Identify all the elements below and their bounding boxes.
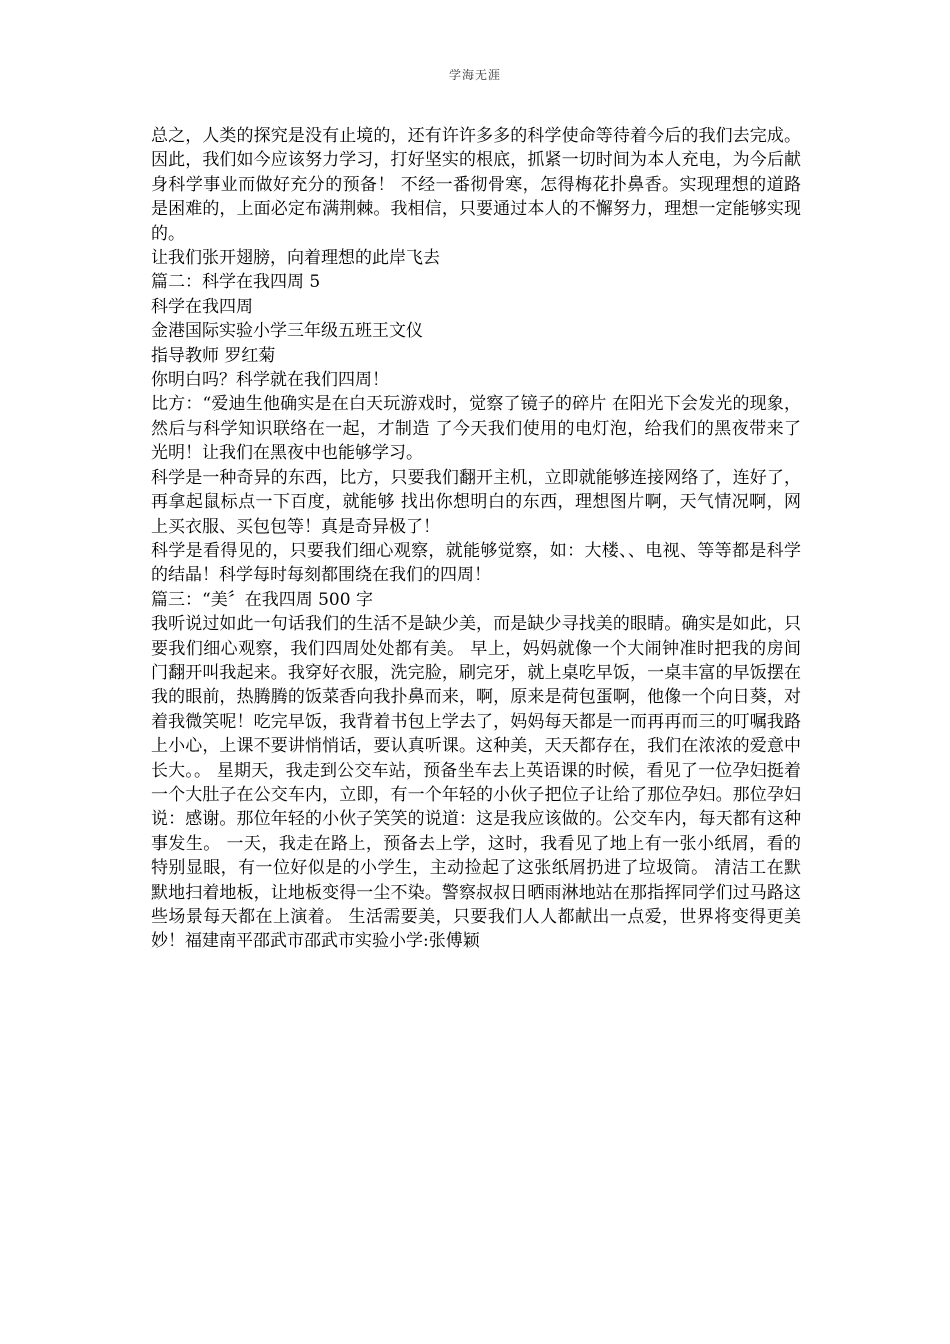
paragraph-internet: 科学是一种奇异的东西，比方，只要我们翻开主机，立即就能够连接网络了，连好了，再拿起鼠标点一下百度，就能够 找出你想明白的东西，理想图片啊，天气情况啊，网上买衣服、买包包等！真是奇异极了！ xyxy=(151,467,801,537)
essay-title: 科学在我四周 xyxy=(151,296,253,317)
essay-author: 金港国际实验小学三年级五班王文仪 xyxy=(151,321,423,342)
document-body xyxy=(151,124,801,954)
paragraph-conclusion: 总之，人类的探究是没有止境的，还有许许多多的科学使命等待着今后的我们去完成。因此，我们如今应该努力学习，打好坚实的根底，抓紧一切时间为本人充电，为今后献身科学事业而做好充分的预备！ 不经一番彻骨寒，怎得梅花扑鼻香。实现理想的道路是困难的，上面必定布满荆棘。我相信，只要通过本人的不懈努力，理想一定能够实现的。 xyxy=(151,126,801,244)
page-header: 学海无涯 xyxy=(448,68,501,82)
paragraph-beauty-essay: 我听说过如此一句话我们的生活不是缺少美，而是缺少寻找美的眼睛。确实是如此，只要我们细心观察，我们四周处处都有美。 早上，妈妈就像一个大闹钟准时把我的房间门翻开叫我起来。我穿好衣服，洗完脸，刷完牙，就上桌吃早饭，一桌丰富的早饭摆在我的眼前，热腾腾的饭菜香向我扑鼻而来，啊，原来是荷包蛋啊，他像一个向日葵，对着我微笑呢！吃完早饭，我背着书包上学去了，妈妈每天都是一而再再而三的叮嘱我路上小心，上课不要讲悄悄话，要认真听课。这种美，天天都存在，我们在浓浓的爱意中长大。。 星期天，我走到公交车站，预备坐车去上英语课的时候，看见了一位孕妇挺着一个大肚子在公交车内，立即，有一个年轻的小伙子把位子让给了那位孕妇。那位孕妇说：感谢。那位年轻的小伙子笑笑的说道：这是我应该做的。公交车内，每天都有这种事发生。 一天，我走在路上，预备去上学，这时，我看见了地上有一张小纸屑，看的特别显眼，有一位好似是的小学生，主动捡起了这张纸屑扔进了垃圾筒。 清洁工在默默地扫着地板，让地板变得一尘不染。警察叔叔日晒雨淋地站在那指挥同学们过马路这些场景每天都在上演着。 生活需要美，只要我们人人都献出一点爱，世界将变得更美妙！福建南平邵武市邵武市实验小学:张傅颖 xyxy=(151,614,801,952)
paragraph-intro-question: 你明白吗？科学就在我们四周！ xyxy=(151,370,389,391)
paragraph-closing-line: 让我们张开翅膀，向着理想的此岸飞去 xyxy=(151,248,440,269)
essay-teacher: 指导教师 罗红菊 xyxy=(151,345,276,366)
section-heading-part-two: 篇二：科学在我四周 5 xyxy=(151,272,321,293)
paragraph-observation: 科学是看得见的，只要我们细心观察，就能够觉察，如：大楼、、电视、等等都是科学的结晶！科学每时每刻都围绕在我们的四周！ xyxy=(151,540,801,586)
section-heading-part-three: 篇三：“美〞在我四周 500 字 xyxy=(151,589,373,610)
paragraph-edison: 比方：“爱迪生他确实是在白天玩游戏时，觉察了镜子的碎片 在阳光下会发光的现象，然后与科学知识联络在一起，才制造 了今天我们使用的电灯泡，给我们的黑夜带来了光明！让我们在黑夜中也能够学习。 xyxy=(151,394,801,464)
